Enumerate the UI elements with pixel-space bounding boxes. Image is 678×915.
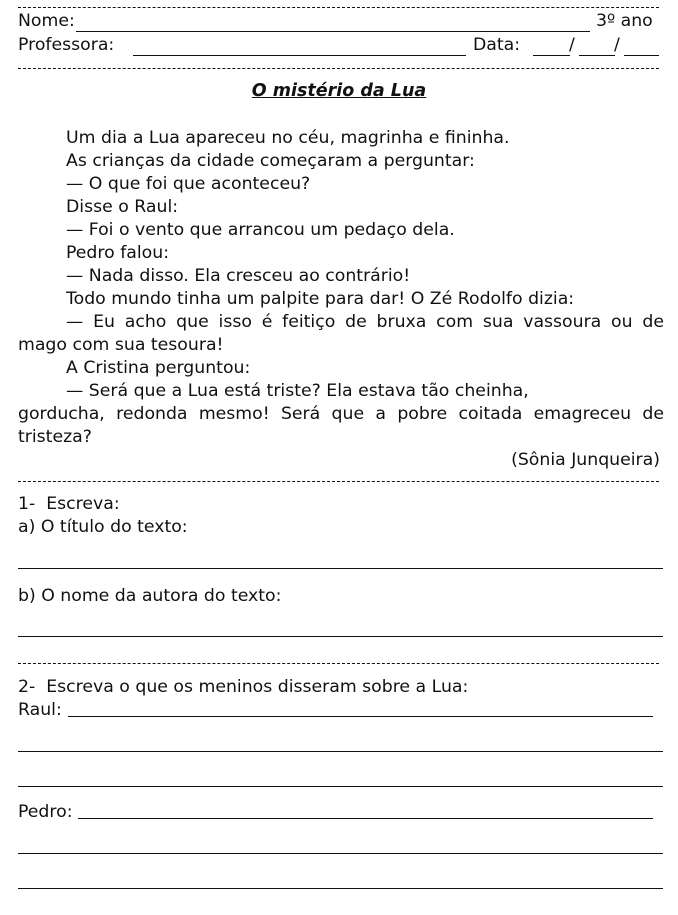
question-2: 2- Escreva o que os meninos disseram sobre a Lua: <box>18 677 469 697</box>
date-label: Data: <box>473 35 521 55</box>
teacher-field[interactable] <box>133 55 466 56</box>
answer-1a-line[interactable] <box>18 568 663 569</box>
text-line: — Nada disso. Ela cresceu ao contrário! <box>66 266 411 286</box>
header-separator <box>18 68 659 69</box>
question-1a: a) O título do texto: <box>18 517 188 537</box>
text-line: A Cristina perguntou: <box>66 358 251 378</box>
text-line: As crianças da cidade começaram a perguntar: <box>66 151 475 171</box>
answer-pedro-line[interactable] <box>18 888 663 889</box>
answer-pedro-line[interactable] <box>18 853 663 854</box>
top-separator <box>18 7 659 8</box>
answer-raul-line[interactable] <box>18 786 663 787</box>
text-line: tristeza? <box>18 427 92 447</box>
question-1b: b) O nome da autora do texto: <box>18 586 282 606</box>
text-line: Um dia a Lua apareceu no céu, magrinha e fininha. <box>66 128 510 148</box>
name-label: Nome: <box>18 11 75 31</box>
date-month-field[interactable] <box>579 55 615 56</box>
text-author: (Sônia Junqueira) <box>511 450 660 470</box>
answer-raul-line[interactable] <box>68 716 653 717</box>
text-line: Todo mundo tinha um palpite para dar! O Zé Rodolfo dizia: <box>66 289 575 309</box>
raul-label: Raul: <box>18 700 62 720</box>
text-line: gorducha, redonda mesmo! Será que a pobre coitada emagreceu de <box>18 404 664 424</box>
text-separator <box>18 481 659 482</box>
pedro-label: Pedro: <box>18 802 73 822</box>
question-1: 1- Escreva: <box>18 494 120 514</box>
teacher-label: Professora: <box>18 35 115 55</box>
answer-raul-line[interactable] <box>18 751 663 752</box>
grade-label: 3º ano <box>596 11 653 31</box>
text-line: — Eu acho que isso é feitiço de bruxa com sua vassoura ou de <box>66 312 664 332</box>
answer-1b-line[interactable] <box>18 636 663 637</box>
question-separator <box>18 663 659 664</box>
text-line: — O que foi que aconteceu? <box>66 174 311 194</box>
text-line: — Foi o vento que arrancou um pedaço dela. <box>66 220 455 240</box>
date-day-field[interactable] <box>533 55 570 56</box>
text-line: Pedro falou: <box>66 243 170 263</box>
name-field[interactable] <box>76 31 590 32</box>
text-line: Disse o Raul: <box>66 197 179 217</box>
date-slash: / <box>569 35 575 55</box>
answer-pedro-line[interactable] <box>78 818 653 819</box>
date-slash: / <box>614 35 620 55</box>
text-line: — Será que a Lua está triste? Ela estava tão cheinha, <box>66 381 529 401</box>
date-year-field[interactable] <box>624 55 659 56</box>
text-line: mago com sua tesoura! <box>18 335 224 355</box>
text-title: O mistério da Lua <box>251 81 427 101</box>
